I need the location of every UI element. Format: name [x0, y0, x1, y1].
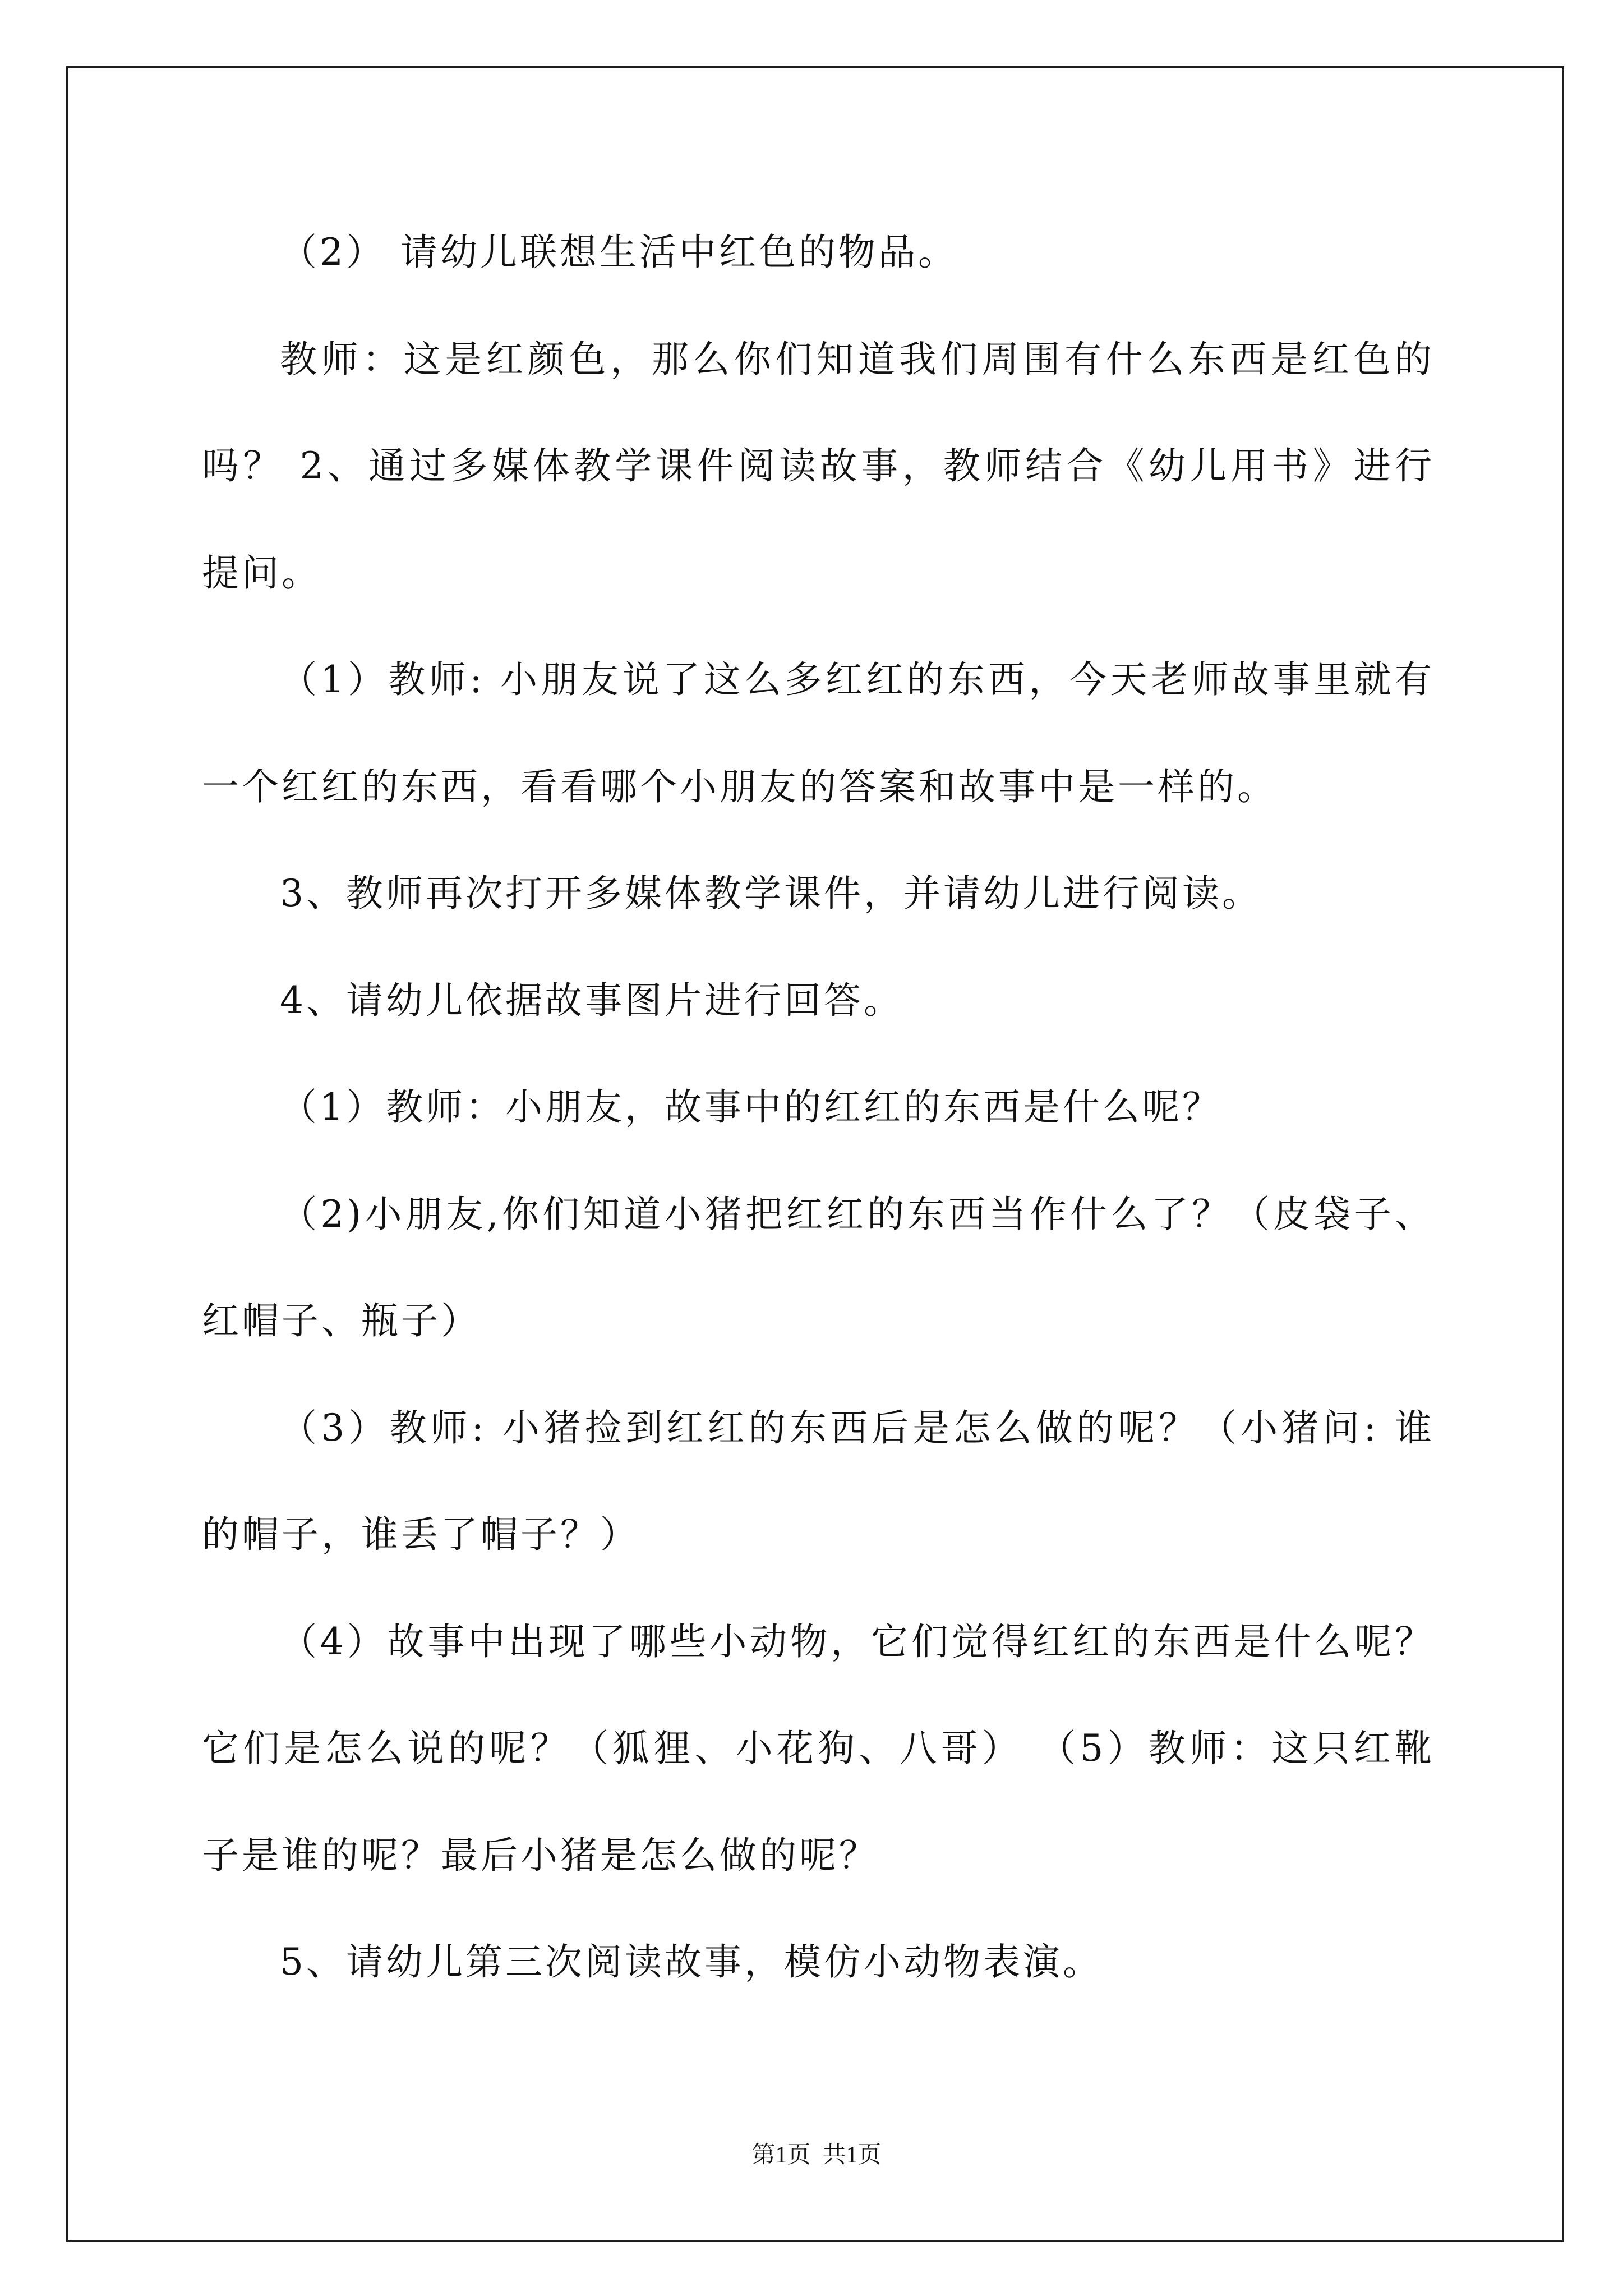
document-body — [202, 199, 1435, 2016]
paragraph — [202, 1909, 1435, 2016]
text-line: 一个红红的东西，看看哪个小朋友的答案和故事中是一样的。 — [202, 765, 1277, 808]
text-line: 子是谁的呢？最后小猪是怎么做的呢？ — [202, 1833, 879, 1877]
text-line: 吗？ 2、通过多媒体教学课件阅读故事，教师结合《幼儿用书》进行 — [202, 444, 1435, 487]
text-line: 3、教师再次打开多媒体教学课件，并请幼儿进行阅读。 — [280, 872, 1262, 915]
paragraph — [202, 1375, 1435, 1589]
text-line: 教师：这是红颜色，那么你们知道我们周围有什么东西是红色的 — [280, 337, 1435, 381]
text-line: 红帽子、瓶子） — [202, 1299, 481, 1342]
paragraph — [202, 1589, 1435, 1910]
paragraph — [202, 1161, 1435, 1375]
paragraph — [202, 1054, 1435, 1161]
text-line: （1）教师: 小朋友说了这么多红红的东西，今天老师故事里就有 — [280, 658, 1435, 701]
text-line: （4）故事中出现了哪些小动物，它们觉得红红的东西是什么呢？ — [280, 1619, 1435, 1663]
paragraph — [202, 306, 1435, 627]
text-line: （2)小朋友,你们知道小猪把红红的东西当作什么了？（皮袋子、 — [280, 1192, 1435, 1236]
text-line: （3）教师: 小猪捡到红红的东西后是怎么做的呢？（小猪问: 谁 — [280, 1406, 1435, 1450]
paragraph — [202, 840, 1435, 947]
text-line: 它们是怎么说的呢？（狐狸、小花狗、八哥） （5）教师：这只红靴 — [202, 1727, 1435, 1770]
text-line: （1）教师：小朋友，故事中的红红的东西是什么呢？ — [280, 1085, 1222, 1129]
text-line: 的帽子，谁丢了帽子？） — [202, 1513, 640, 1556]
text-line: （2） 请幼儿联想生活中红色的物品。 — [280, 231, 958, 274]
paragraph — [202, 947, 1435, 1055]
page-number-footer: 第1页 共1页 — [751, 2142, 882, 2168]
text-line: 4、请幼儿依据故事图片进行回答。 — [280, 978, 903, 1022]
text-line: 5、请幼儿第三次阅读故事，模仿小动物表演。 — [280, 1940, 1103, 1984]
paragraph — [202, 199, 1435, 306]
text-line: 提问。 — [202, 551, 321, 595]
paragraph — [202, 627, 1435, 840]
